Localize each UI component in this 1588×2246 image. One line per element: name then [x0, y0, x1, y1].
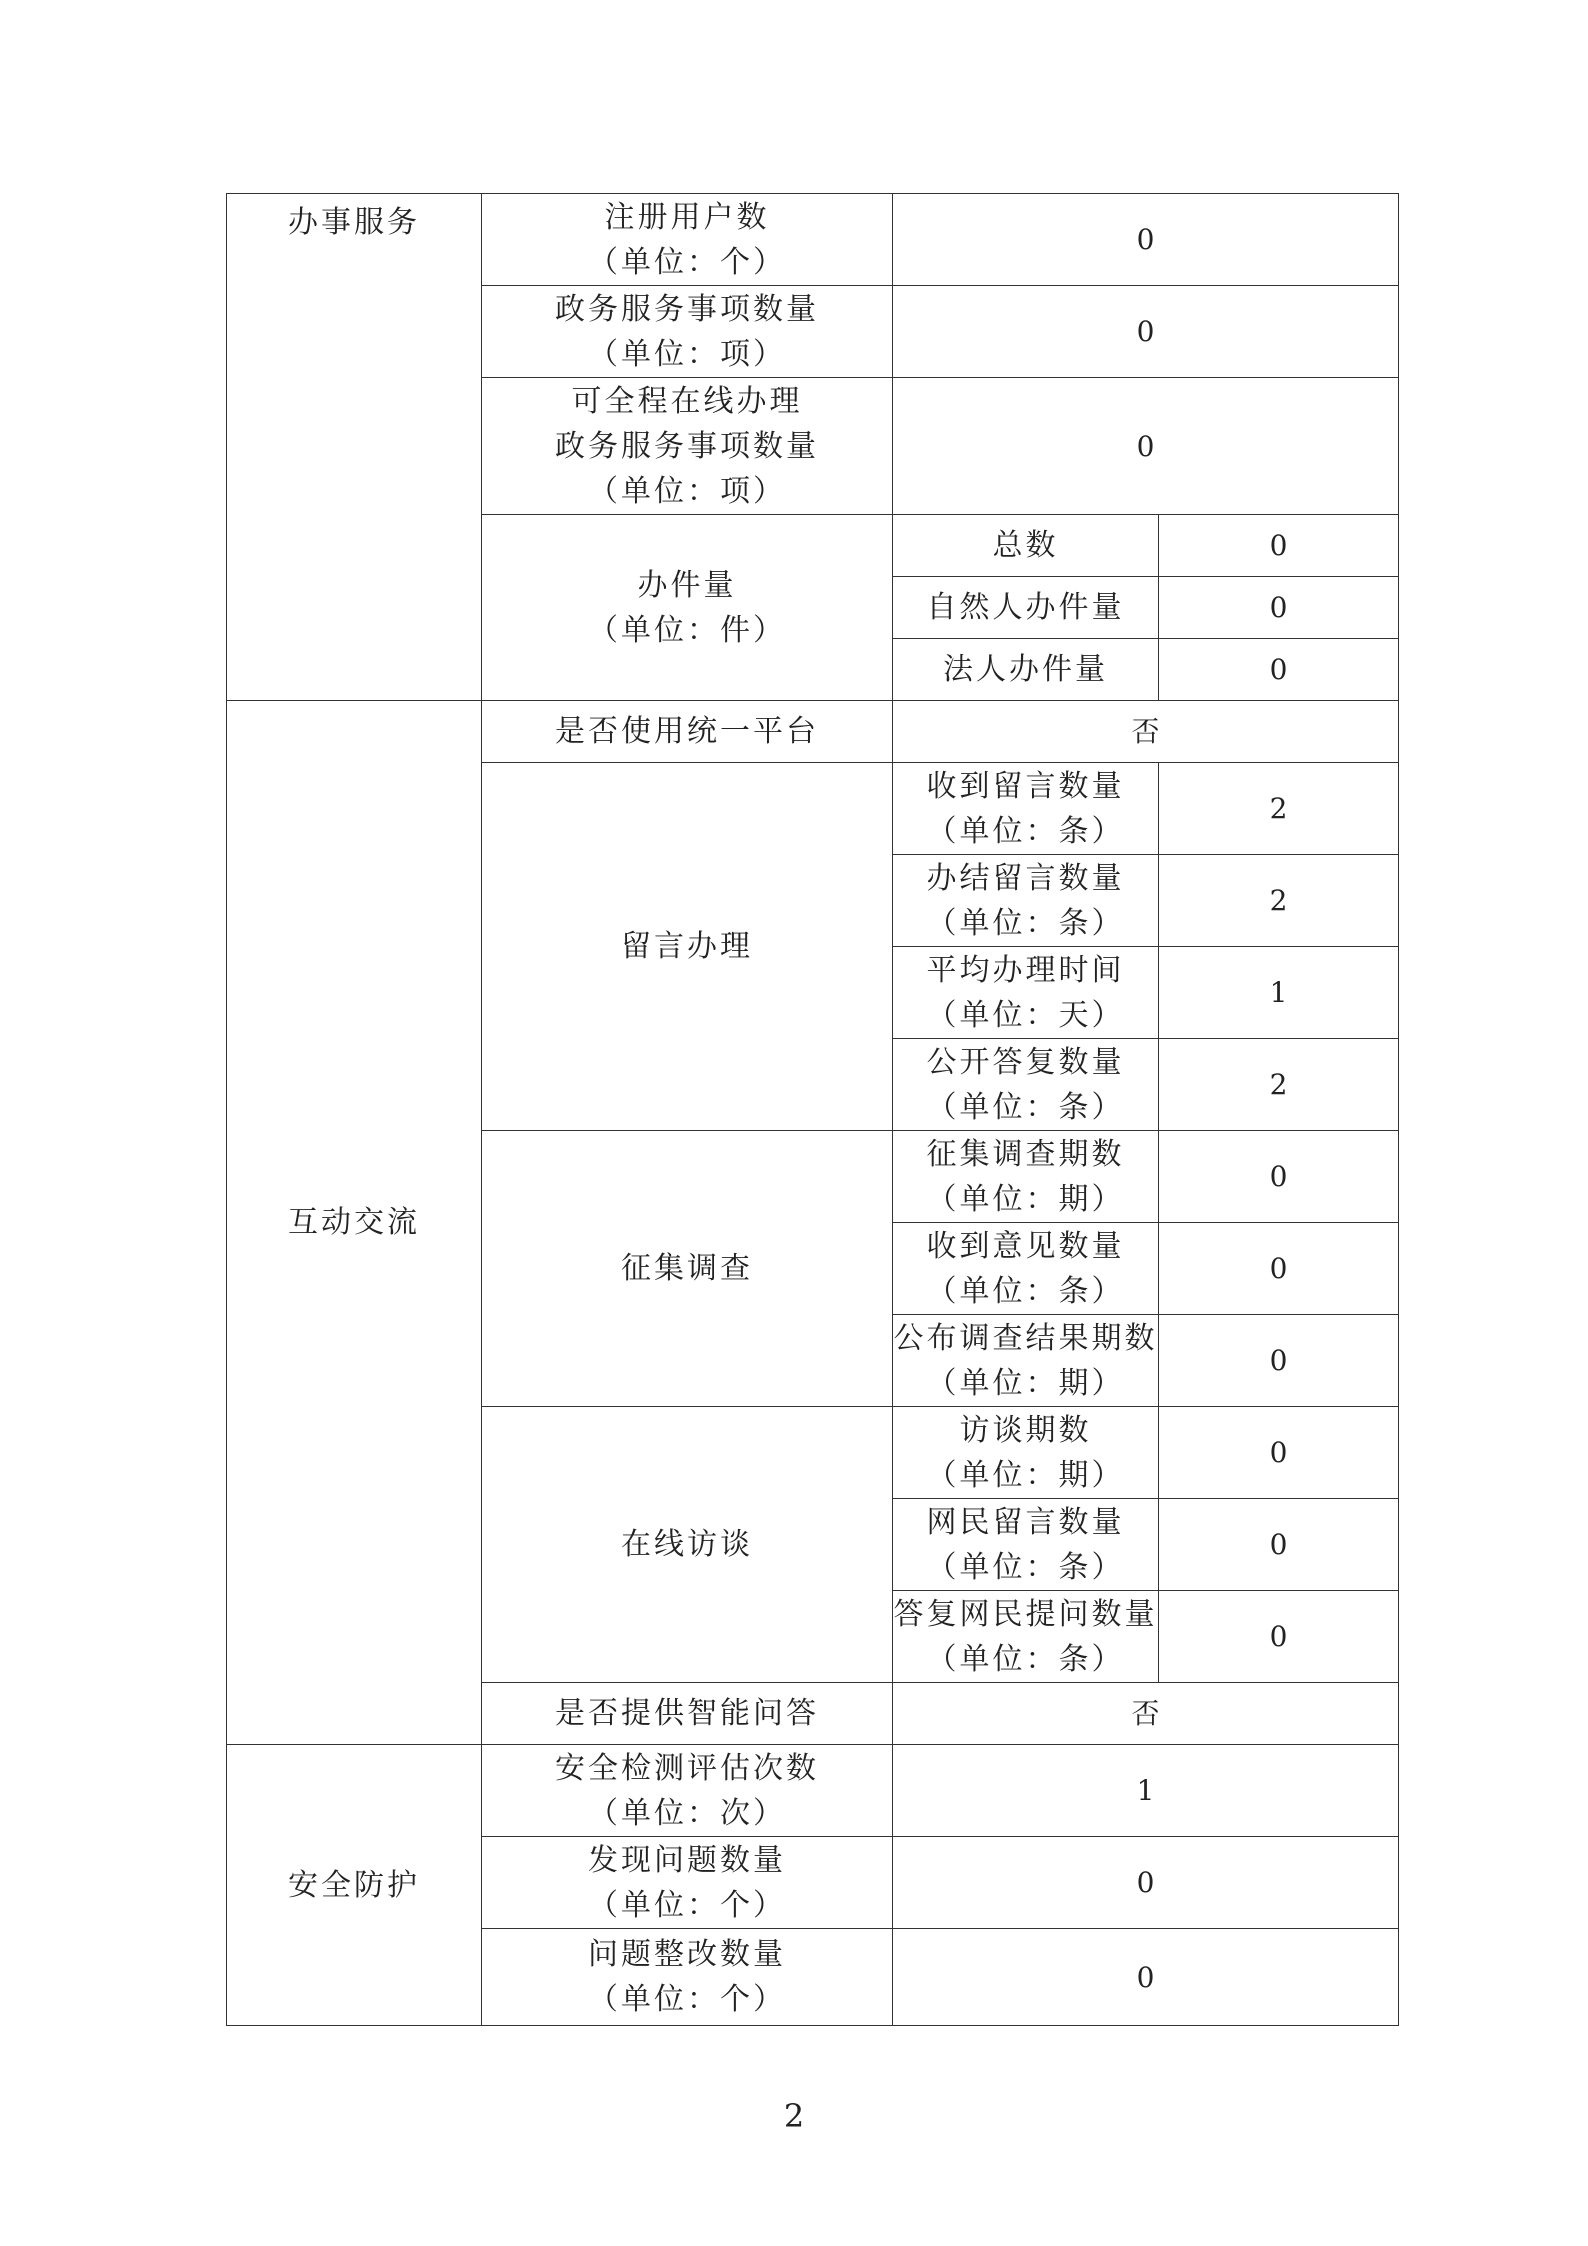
value-survey-periods: 0: [1159, 1131, 1399, 1223]
row-label-problems-found: 发现问题数量 （单位：个）: [482, 1837, 893, 1929]
page-number: 2: [783, 2097, 805, 2135]
row-label-messages: 留言办理: [482, 763, 893, 1131]
value-received-messages: 2: [1159, 763, 1399, 855]
category-security: 安全防护: [227, 1745, 482, 2026]
value-netizen-messages: 0: [1159, 1499, 1399, 1591]
value-unified-platform: 否: [893, 701, 1399, 763]
row-label-problems-fixed: 问题整改数量 （单位：个）: [482, 1929, 893, 2026]
value-service-items: 0: [893, 286, 1399, 378]
sub-label-questions-answered: 答复网民提问数量 （单位：条）: [893, 1591, 1159, 1683]
value-natural-person: 0: [1159, 577, 1399, 639]
sub-label-survey-periods: 征集调查期数 （单位：期）: [893, 1131, 1159, 1223]
table-row: [227, 701, 1399, 763]
sub-label-interview-periods: 访谈期数 （单位：期）: [893, 1407, 1159, 1499]
value-interview-periods: 0: [1159, 1407, 1399, 1499]
value-problems-fixed: 0: [893, 1929, 1399, 2026]
row-label-smart-qa: 是否提供智能问答: [482, 1683, 893, 1745]
value-public-replies: 2: [1159, 1039, 1399, 1131]
sub-label-total: 总数: [893, 515, 1159, 577]
row-label-service-items: 政务服务事项数量 （单位：项）: [482, 286, 893, 378]
table-row: [227, 194, 1399, 286]
row-label-online-items: 可全程在线办理 政务服务事项数量 （单位：项）: [482, 378, 893, 515]
sub-label-received-messages: 收到留言数量 （单位：条）: [893, 763, 1159, 855]
sub-label-natural-person: 自然人办件量: [893, 577, 1159, 639]
value-online-items: 0: [893, 378, 1399, 515]
statistics-table: [226, 193, 1399, 2026]
category-interaction: 互动交流: [227, 701, 482, 1745]
value-legal-person: 0: [1159, 639, 1399, 701]
row-label-registered-users: 注册用户数 （单位：个）: [482, 194, 893, 286]
sub-label-public-replies: 公开答复数量 （单位：条）: [893, 1039, 1159, 1131]
value-smart-qa: 否: [893, 1683, 1399, 1745]
row-label-surveys: 征集调查: [482, 1131, 893, 1407]
value-problems-found: 0: [893, 1837, 1399, 1929]
value-opinions-received: 0: [1159, 1223, 1399, 1315]
row-label-security-checks: 安全检测评估次数 （单位：次）: [482, 1745, 893, 1837]
sub-label-netizen-messages: 网民留言数量 （单位：条）: [893, 1499, 1159, 1591]
row-label-cases: 办件量 （单位：件）: [482, 515, 893, 701]
sub-label-results-published: 公布调查结果期数 （单位：期）: [893, 1315, 1159, 1407]
value-average-time: 1: [1159, 947, 1399, 1039]
value-security-checks: 1: [893, 1745, 1399, 1837]
sub-label-opinions-received: 收到意见数量 （单位：条）: [893, 1223, 1159, 1315]
value-closed-messages: 2: [1159, 855, 1399, 947]
sub-label-average-time: 平均办理时间 （单位：天）: [893, 947, 1159, 1039]
value-total: 0: [1159, 515, 1399, 577]
value-questions-answered: 0: [1159, 1591, 1399, 1683]
sub-label-legal-person: 法人办件量: [893, 639, 1159, 701]
value-registered-users: 0: [893, 194, 1399, 286]
category-office-services: 办事服务: [227, 194, 482, 701]
value-results-published: 0: [1159, 1315, 1399, 1407]
row-label-unified-platform: 是否使用统一平台: [482, 701, 893, 763]
row-label-interviews: 在线访谈: [482, 1407, 893, 1683]
table-row: [227, 1745, 1399, 1837]
sub-label-closed-messages: 办结留言数量 （单位：条）: [893, 855, 1159, 947]
